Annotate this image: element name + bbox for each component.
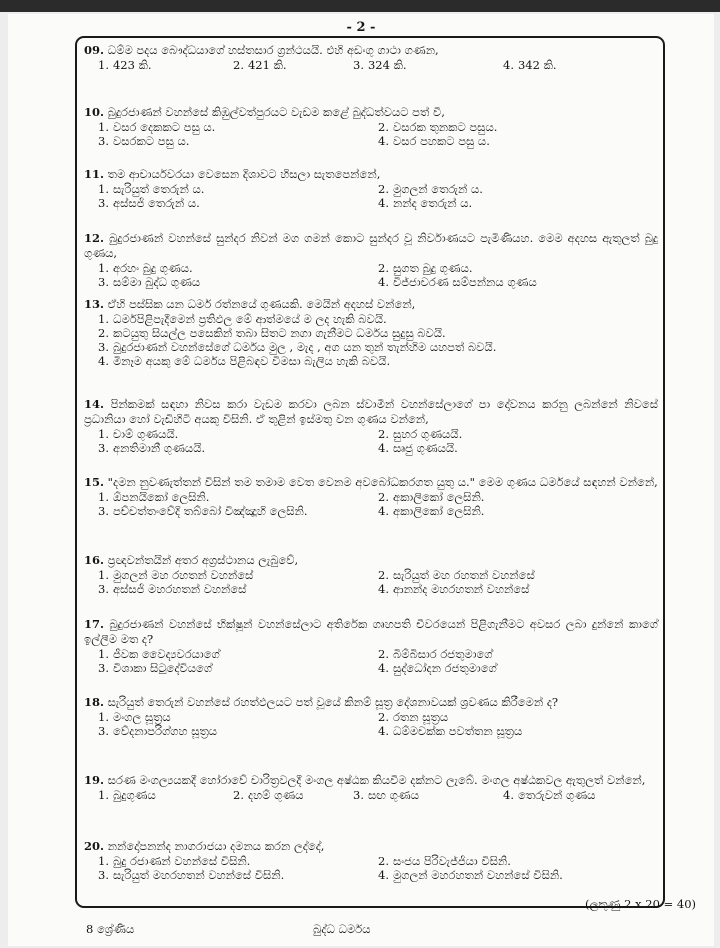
- option-text: වසරකට පසු ය.: [112, 134, 190, 148]
- option-text: ජීවක වෛද්‍යවරයාගේ: [112, 647, 220, 661]
- answer-option: [378, 582, 658, 596]
- answer-options: [84, 490, 658, 518]
- question-text: නන්දෝපනන්ද නාගරාජයා දමනය කරන ලද්දේ,: [107, 839, 325, 853]
- option-text: මුගලන් තෙරුන් ය.: [392, 182, 483, 196]
- option-number: 2.: [378, 710, 389, 724]
- answer-options: [84, 710, 658, 738]
- answer-option: [98, 788, 233, 802]
- option-number: 2.: [378, 854, 389, 868]
- answer-option: [378, 196, 658, 210]
- question-stem: [84, 167, 658, 182]
- answer-option: [233, 58, 353, 72]
- option-number: 4.: [378, 504, 389, 518]
- option-number: 3.: [98, 724, 109, 738]
- option-number: 1.: [98, 58, 109, 72]
- option-number: 2.: [378, 568, 389, 582]
- question-text: ඒහි පස්සික යන ධර්ම රත්නයේ ගුණයකි. මෙයින් අදහස් වන්නේ,: [107, 297, 416, 311]
- answer-option: [378, 261, 658, 275]
- question-11: [84, 167, 658, 210]
- exam-page: [8, 14, 714, 946]
- option-text: අස්සජි තෙරුන් ය.: [112, 196, 200, 210]
- question-text: බුදුරජාණන් වහන්සේ භික්ෂූන් වහන්සේලාට අතිරේක ගෘහපති චීවරයෙන් පිළිගැනීමට අවසර ලබා දුන්නේ කාගේ ඉල්ලීම මත ද?: [84, 617, 659, 646]
- question-text: පින්කමක් සඳහා නිවස කරා වැඩම කරවා ලබන ස්වාමීන් වහන්සේලාගේ පා දෝවනය කරනු ලබන්නේ නිවසේ ප්‍රධානියා හෝ වැඩිහිටි අයකු විසිනි. ඒ තුළින් ඉස්මතු වන ගුණය වන්නේ,: [84, 397, 658, 426]
- answer-option: [98, 854, 378, 868]
- question-12: [84, 231, 658, 289]
- option-number: 3.: [98, 275, 109, 289]
- option-number: 4.: [378, 275, 389, 289]
- answer-option: [378, 134, 658, 148]
- option-number: 1.: [98, 710, 109, 724]
- option-text: අනතිමානී ගුණයයි.: [112, 441, 206, 455]
- question-20: [84, 839, 658, 882]
- option-text: වසර පහකට පසු ය.: [392, 134, 490, 148]
- answer-option: [98, 490, 378, 504]
- option-number: 1.: [98, 261, 109, 275]
- question-stem: [84, 839, 658, 854]
- question-stem: [84, 397, 658, 427]
- question-number: 09.: [84, 43, 105, 57]
- option-number: 4.: [378, 868, 389, 882]
- answer-option: [353, 58, 503, 72]
- option-text: මුගලන් මහ රහතන් වහන්සේ: [112, 568, 254, 582]
- answer-option: [378, 427, 658, 441]
- option-text: දහම් ගුණය: [247, 788, 304, 802]
- answer-option: [98, 340, 658, 354]
- option-number: 4.: [378, 582, 389, 596]
- option-text: ධම්මචක්ක පවත්තන සූත්‍රය: [392, 724, 523, 738]
- top-edge: [0, 0, 720, 12]
- question-18: [84, 695, 658, 738]
- answer-option: [98, 582, 378, 596]
- answer-options: [84, 58, 658, 72]
- question-14: [84, 397, 658, 455]
- option-text: චාම් ගුණයයි.: [112, 427, 179, 441]
- question-number: 15.: [84, 475, 105, 489]
- option-text: මංගල සූත්‍රය: [112, 710, 171, 724]
- answer-option: [98, 326, 658, 340]
- option-number: 3.: [98, 504, 109, 518]
- option-text: වසරක තුනකට පසුය.: [392, 120, 498, 134]
- option-number: 2.: [378, 182, 389, 196]
- answer-option: [233, 788, 353, 802]
- answer-option: [98, 427, 378, 441]
- option-number: 3.: [353, 58, 364, 72]
- option-number: 1.: [98, 312, 109, 326]
- option-text: ධර්මපිළිපැදීමෙන් ප්‍රතිඵල මේ ආත්මයේ ම ලද හැකි බවයි.: [112, 312, 387, 326]
- question-text: සැරියුත් තෙරුන් වහන්සේ රහත්ඵලයට පත් වූයේ කිනම් සූත්‍ර දේශනාවයක් ශ්‍රවණය කිරීමෙන් ද?: [107, 695, 559, 709]
- option-number: 4.: [98, 354, 109, 368]
- question-15: [84, 475, 658, 518]
- answer-options: [84, 312, 658, 368]
- option-text: ඕපනයිකෝ ලෙසිනි.: [112, 490, 210, 504]
- option-number: 4.: [378, 134, 389, 148]
- answer-option: [378, 854, 658, 868]
- answer-option: [378, 568, 658, 582]
- option-text: 421 කි.: [247, 58, 287, 72]
- option-number: 1.: [98, 490, 109, 504]
- question-number: 19.: [84, 773, 105, 787]
- option-number: 1.: [98, 427, 109, 441]
- option-text: සැරියුත් තෙරුන් ය.: [112, 182, 205, 196]
- question-number: 18.: [84, 695, 105, 709]
- option-number: 1.: [98, 647, 109, 661]
- answer-option: [378, 490, 658, 504]
- question-number: 11.: [84, 167, 105, 181]
- answer-option: [98, 504, 378, 518]
- option-text: අකාලිකෝ ලෙසිනි.: [392, 504, 485, 518]
- option-text: වේදනාපරිග්ගහ සූත්‍රය: [112, 724, 218, 738]
- option-text: සුගත බුදු ගුණය.: [392, 261, 473, 275]
- option-number: 2.: [378, 120, 389, 134]
- answer-options: [84, 261, 658, 289]
- answer-option: [98, 661, 378, 675]
- question-number: 10.: [84, 105, 105, 119]
- answer-option: [98, 58, 233, 72]
- answer-option: [378, 868, 658, 882]
- question-text: බුදුරජාණන් වහන්සේ සුන්දර නිවන් මග ගමන් කොට සුන්දර වූ නිර්වාණයට පැමිණියහ. මෙම අදහස ඇතුලත් බුදු ගුණය,: [84, 231, 659, 260]
- answer-option: [503, 58, 658, 72]
- question-text: "දමන නුවණැත්තන් විසින් තම තමාම වෙත වෙනම අවබෝධකරගත යුතු ය." මෙම ගුණය ධර්මයේ සඳහන් වන්නේ,: [107, 475, 658, 489]
- question-19: [84, 773, 658, 802]
- option-number: 4.: [503, 58, 514, 72]
- marks-allocation: (ලකුණු 2 x 20 = 40): [585, 897, 696, 911]
- option-number: 3.: [98, 661, 109, 675]
- question-13: [84, 297, 658, 368]
- option-text: සම්මා බුද්ධ ගුණය: [112, 275, 201, 289]
- answer-option: [98, 134, 378, 148]
- answer-option: [378, 724, 658, 738]
- question-stem: [84, 773, 658, 788]
- question-number: 14.: [84, 397, 105, 411]
- question-number: 20.: [84, 839, 105, 853]
- option-number: 2.: [98, 326, 109, 340]
- option-number: 1.: [98, 854, 109, 868]
- answer-options: [84, 647, 658, 675]
- option-text: අකාලිකෝ ලෙසිනි.: [392, 490, 485, 504]
- answer-option: [378, 441, 658, 455]
- answer-options: [84, 854, 658, 882]
- question-text: ප්‍රඥවන්තයින් අතර අග්‍රස්ථානය ලැබුවේ,: [107, 553, 299, 567]
- question-number: 17.: [84, 617, 105, 631]
- option-number: 3.: [98, 196, 109, 210]
- option-text: අරහං බුදු ගුණය.: [112, 261, 193, 275]
- question-10: [84, 105, 658, 148]
- option-number: 3.: [98, 868, 109, 882]
- option-text: සෘජු ගුණයයි.: [392, 441, 458, 455]
- answer-option: [98, 312, 658, 326]
- option-text: ආනන්ද මහරහතන් වහන්සේ: [392, 582, 530, 596]
- option-text: සඟ ගුණය: [367, 788, 419, 802]
- subject-label: බුද්ධ ධර්මය: [313, 922, 371, 936]
- option-text: බුදු රජාණන් වහන්සේ විසිනි.: [112, 854, 251, 868]
- answer-option: [378, 182, 658, 196]
- option-text: බුදුගුණය: [112, 788, 156, 802]
- option-text: බිම්බිසාර රජතුමාගේ: [392, 647, 493, 661]
- option-number: 3.: [353, 788, 364, 802]
- answer-options: [84, 568, 658, 596]
- option-text: 423 කි.: [112, 58, 152, 72]
- option-text: රතන සූත්‍රය: [392, 710, 449, 724]
- answer-option: [98, 710, 378, 724]
- option-text: විශාකා සිටුදේවියගේ: [112, 661, 213, 675]
- option-text: බුදුරජාණන් වහන්සේගේ ධර්මය මුල , මැද , අග යන තුන් තැන්හිම යහපත් බවයි.: [112, 340, 497, 354]
- option-number: 2.: [233, 788, 244, 802]
- option-number: 4.: [378, 724, 389, 738]
- answer-option: [98, 196, 378, 210]
- answer-option: [378, 275, 658, 289]
- option-number: 2.: [378, 427, 389, 441]
- answer-option: [353, 788, 503, 802]
- answer-option: [98, 120, 378, 134]
- option-text: විජ්ජාචරණ සම්පන්නය ගුණය: [392, 275, 537, 289]
- option-text: සුහර ගුණයයි.: [392, 427, 463, 441]
- answer-option: [98, 182, 378, 196]
- option-text: කටයුතු සියල්ල පසෙකින් තබා සිතට නගා ගැනීමට ධර්මය සුදුසු බවයි.: [112, 326, 446, 340]
- option-number: 3.: [98, 582, 109, 596]
- answer-option: [98, 724, 378, 738]
- answer-option: [98, 568, 378, 582]
- answer-option: [378, 504, 658, 518]
- question-09: [84, 43, 658, 72]
- option-number: 1.: [98, 182, 109, 196]
- answer-option: [98, 275, 378, 289]
- option-text: තෙරුවන් ගුණය: [517, 788, 596, 802]
- option-text: අස්සජි මහරහතන් වහන්සේ: [112, 582, 247, 596]
- option-text: 342 කි.: [517, 58, 557, 72]
- option-number: 1.: [98, 568, 109, 582]
- question-stem: [84, 231, 658, 261]
- option-text: නන්ද තෙරුන් ය.: [392, 196, 473, 210]
- question-stem: [84, 553, 658, 568]
- option-number: 3.: [98, 441, 109, 455]
- option-text: මිනෑම අයකු මේ ධර්මය පිළිබඳව විමසා බැලිය හැකි බවයි.: [112, 354, 391, 368]
- answer-option: [98, 261, 378, 275]
- option-number: 4.: [503, 788, 514, 802]
- answer-option: [503, 788, 658, 802]
- question-text: සරණ මංගල්‍යයකදී හෝරාවේ චාරිත්‍රවලදී මංගල අෂ්ඨක කියවීම දක්නට ලැබේ. මංගල අෂ්ඨකවල ඇතුලත් වන්නේ,: [107, 773, 646, 787]
- question-text: ධම්ම පදය බෞද්ධයාගේ හස්තසාර ග්‍රන්ථයයි. එහි අඩංගු ගාථා ගණන,: [107, 43, 439, 57]
- answer-option: [98, 441, 378, 455]
- answer-option: [98, 868, 378, 882]
- answer-options: [84, 427, 658, 455]
- question-stem: [84, 43, 658, 58]
- answer-option: [378, 661, 658, 675]
- option-text: සැරියුත් මහ රහතන් වහන්සේ: [392, 568, 535, 582]
- option-number: 2.: [378, 490, 389, 504]
- answer-options: [84, 120, 658, 148]
- question-stem: [84, 297, 658, 312]
- option-text: 324 කි.: [367, 58, 407, 72]
- option-number: 4.: [378, 196, 389, 210]
- question-16: [84, 553, 658, 596]
- grade-label: 8 ශ්‍රේණිය: [86, 922, 135, 936]
- question-text: බුදුරජාණන් වහන්සේ කිඹුල්වත්පුරයට වැඩම කළේ බුද්ධත්වයට පත් වී,: [107, 105, 445, 119]
- answer-options: [84, 182, 658, 210]
- answer-option: [98, 354, 658, 368]
- question-number: 16.: [84, 553, 105, 567]
- answer-option: [378, 647, 658, 661]
- answer-option: [378, 710, 658, 724]
- question-text: තම ආචාර්යවරයා වෙසෙන දිශාවට හිසලා සැතපෙන්නේ,: [107, 167, 381, 181]
- option-text: සැරියුත් මහරහතන් වහන්සේ විසිනි.: [112, 868, 285, 882]
- question-stem: [84, 695, 658, 710]
- option-number: 4.: [378, 661, 389, 675]
- answer-option: [98, 647, 378, 661]
- question-stem: [84, 617, 658, 647]
- option-number: 3.: [98, 134, 109, 148]
- option-number: 3.: [98, 340, 109, 354]
- option-number: 2.: [378, 261, 389, 275]
- answer-option: [378, 120, 658, 134]
- question-17: [84, 617, 658, 675]
- question-stem: [84, 475, 658, 490]
- option-number: 1.: [98, 788, 109, 802]
- option-number: 1.: [98, 120, 109, 134]
- option-text: මුගලන් මහරහතන් වහන්සේ විසිනි.: [392, 868, 563, 882]
- option-number: 2.: [233, 58, 244, 72]
- question-number: 12.: [84, 231, 105, 245]
- page-number: - 2 -: [346, 20, 376, 35]
- option-number: 2.: [378, 647, 389, 661]
- option-number: 4.: [378, 441, 389, 455]
- question-stem: [84, 105, 658, 120]
- option-text: සුද්ධෝදන රජතුමාගේ: [392, 661, 497, 675]
- option-text: වසර දෙකකට පසු ය.: [112, 120, 216, 134]
- answer-options: [84, 788, 658, 802]
- option-text: පච්චත්තංවේදි තබ්බෝ විඤ්ඤූහි ලෙසිනි.: [112, 504, 308, 518]
- question-number: 13.: [84, 297, 105, 311]
- option-text: සංජය පිරිවැජ්ජියා විසිනි.: [392, 854, 511, 868]
